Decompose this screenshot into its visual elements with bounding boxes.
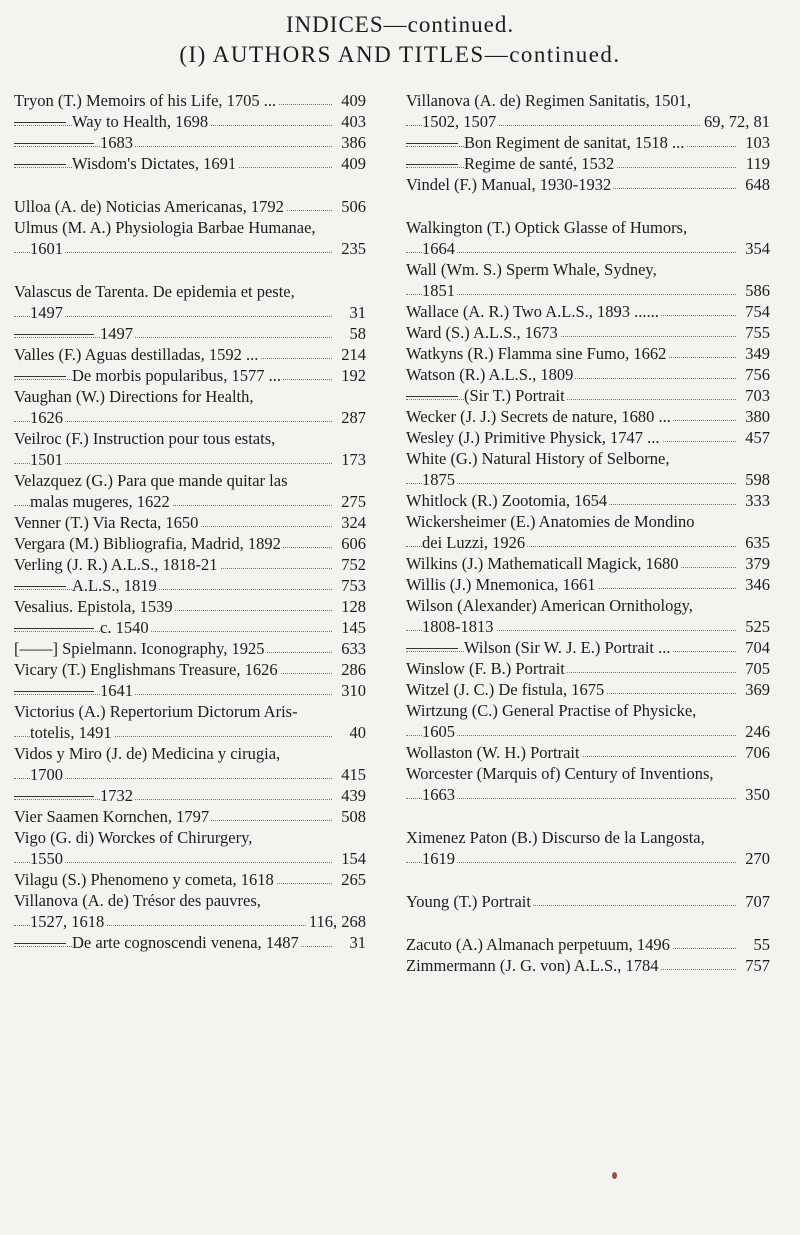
entry-gap	[406, 195, 770, 217]
entry-title: Whitlock (R.) Zootomia, 1654	[406, 491, 608, 510]
entry-number: 525	[742, 616, 770, 637]
entry-number: 756	[742, 364, 770, 385]
entry-title: 1663	[422, 785, 455, 804]
entry-title: Valascus de Tarenta. De epidemia et peste,	[14, 282, 295, 301]
entry-gap	[406, 912, 770, 934]
entry-title: De arte cognoscendi venena, 1487	[72, 933, 299, 952]
index-entry	[14, 659, 366, 680]
index-column-right	[406, 90, 770, 976]
index-entry	[406, 511, 770, 532]
index-entry	[406, 385, 770, 406]
index-entry	[14, 743, 366, 764]
index-column-left	[14, 90, 366, 953]
entry-number: 598	[742, 469, 770, 490]
entry-gap	[14, 174, 366, 196]
entry-title: Wollaston (W. H.) Portrait	[406, 743, 580, 762]
index-entry	[14, 722, 366, 743]
entry-title: Ulloa (A. de) Noticias Americanas, 1792	[14, 197, 284, 216]
index-entry	[14, 365, 366, 386]
entry-title: De morbis popularibus, 1577 ...	[72, 366, 281, 385]
entry-title: Velazquez (G.) Para que mande quitar las	[14, 471, 288, 490]
entry-title: totelis, 1491	[30, 723, 112, 742]
entry-title: Zacuto (A.) Almanach perpetuum, 1496	[406, 935, 670, 954]
entry-number: 705	[742, 658, 770, 679]
entry-title: Vier Saamen Kornchen, 1797	[14, 807, 210, 826]
entry-number: 706	[742, 742, 770, 763]
index-entry	[406, 490, 770, 511]
entry-title: Worcester (Marquis of) Century of Inventions,	[406, 764, 714, 783]
entry-title: 1683	[100, 133, 133, 152]
entry-title: Way to Health, 1698	[72, 112, 209, 131]
index-entry	[406, 343, 770, 364]
entry-number: 286	[338, 659, 366, 680]
entry-title: Vicary (T.) Englishmans Treasure, 1626	[14, 660, 278, 679]
entry-gap	[406, 805, 770, 827]
entry-title: 1626	[30, 408, 63, 427]
entry-title: 1550	[30, 849, 63, 868]
entry-number: 753	[338, 575, 366, 596]
entry-title: c. 1540	[100, 618, 149, 637]
entry-number: 40	[347, 722, 367, 743]
index-entry	[406, 700, 770, 721]
entry-title: Ward (S.) A.L.S., 1673	[406, 323, 558, 342]
index-entry	[406, 301, 770, 322]
entry-number: 354	[742, 238, 770, 259]
entry-number: 386	[338, 132, 366, 153]
index-entry	[14, 217, 366, 238]
index-entry	[14, 785, 366, 806]
entry-title: Wisdom's Dictates, 1691	[72, 154, 237, 173]
entry-title: Wilson (Alexander) American Ornithology,	[406, 596, 693, 615]
entry-title: Vilagu (S.) Phenomeno y cometa, 1618	[14, 870, 274, 889]
entry-title: Tryon (T.) Memoirs of his Life, 1705 ...	[14, 91, 277, 110]
entry-title: Ulmus (M. A.) Physiologia Barbae Humanae,	[14, 218, 316, 237]
index-entry	[14, 638, 366, 659]
entry-title: Wall (Wm. S.) Sperm Whale, Sydney,	[406, 260, 657, 279]
entry-number: 103	[742, 132, 770, 153]
entry-title: Regime de santé, 1532	[464, 154, 615, 173]
entry-number: 324	[338, 512, 366, 533]
entry-number: 58	[347, 323, 367, 344]
entry-title: 1875	[422, 470, 455, 489]
entry-number: 145	[338, 617, 366, 638]
entry-title: 1851	[422, 281, 455, 300]
index-entry	[406, 280, 770, 301]
entry-number: 246	[742, 721, 770, 742]
index-entry	[406, 427, 770, 448]
index-entry	[14, 575, 366, 596]
entry-title: 1601	[30, 239, 63, 258]
entry-title: Wesley (J.) Primitive Physick, 1747 ...	[406, 428, 660, 447]
index-entry	[406, 111, 770, 132]
entry-number: 703	[742, 385, 770, 406]
entry-number: 346	[742, 574, 770, 595]
entry-title: Victorius (A.) Repertorium Dictorum Aris-	[14, 702, 298, 721]
entry-title: Wilson (Sir W. J. E.) Portrait ...	[464, 638, 671, 657]
index-entry	[406, 784, 770, 805]
entry-number: 275	[338, 491, 366, 512]
entry-title: Zimmermann (J. G. von) A.L.S., 1784	[406, 956, 659, 975]
running-header: INDICES—continued.	[285, 12, 515, 37]
index-entry	[14, 764, 366, 785]
section-header: (I) AUTHORS AND TITLES—continued.	[179, 42, 621, 67]
entry-number: 457	[742, 427, 770, 448]
index-entry	[406, 616, 770, 637]
index-entry	[406, 90, 770, 111]
index-entry	[406, 637, 770, 658]
entry-title: Ximenez Paton (B.) Discurso de la Langosta,	[406, 828, 705, 847]
entry-number: 69, 72, 81	[701, 111, 770, 132]
index-entry	[14, 932, 366, 953]
entry-number: 310	[338, 680, 366, 701]
entry-title: Winslow (F. B.) Portrait	[406, 659, 565, 678]
index-entry	[14, 617, 366, 638]
index-entry	[14, 302, 366, 323]
index-entry	[406, 721, 770, 742]
entry-number: 415	[338, 764, 366, 785]
ink-blot	[612, 1172, 617, 1179]
entry-title: malas mugeres, 1622	[30, 492, 170, 511]
entry-gap	[14, 259, 366, 281]
index-entry	[14, 848, 366, 869]
entry-number: 154	[338, 848, 366, 869]
entry-title: Wecker (J. J.) Secrets de nature, 1680 ...	[406, 407, 671, 426]
index-entry	[406, 658, 770, 679]
index-entry	[14, 323, 366, 344]
index-entry	[406, 469, 770, 490]
index-entry	[14, 470, 366, 491]
entry-title: (Sir T.) Portrait	[464, 386, 565, 405]
index-entry	[14, 911, 366, 932]
entry-number: 409	[338, 90, 366, 111]
entry-title: 1497	[100, 324, 133, 343]
entry-number: 214	[338, 344, 366, 365]
entry-title: Vergara (M.) Bibliografia, Madrid, 1892	[14, 534, 281, 553]
entry-gap	[406, 869, 770, 891]
entry-title: A.L.S., 1819	[72, 576, 157, 595]
entry-title: 1641	[100, 681, 133, 700]
entry-number: 333	[742, 490, 770, 511]
entry-title: [——] Spielmann. Iconography, 1925	[14, 639, 265, 658]
entry-title: Wallace (A. R.) Two A.L.S., 1893 ......	[406, 302, 659, 321]
entry-number: 31	[347, 302, 367, 323]
index-entry	[14, 554, 366, 575]
index-entry	[406, 763, 770, 784]
entry-title: Vigo (G. di) Worckes of Chirurgery,	[14, 828, 253, 847]
entry-number: 379	[742, 553, 770, 574]
index-entry	[406, 934, 770, 955]
index-entry	[14, 512, 366, 533]
index-entry	[406, 406, 770, 427]
index-entry	[406, 553, 770, 574]
entry-title: Young (T.) Portrait	[406, 892, 531, 911]
index-entry	[406, 217, 770, 238]
entry-number: 409	[338, 153, 366, 174]
index-entry	[14, 132, 366, 153]
index-entry	[14, 890, 366, 911]
entry-number: 270	[742, 848, 770, 869]
entry-number: 349	[742, 343, 770, 364]
index-entry	[406, 679, 770, 700]
entry-number: 128	[338, 596, 366, 617]
index-entry	[14, 111, 366, 132]
index-entry	[406, 364, 770, 385]
entry-title: Venner (T.) Via Recta, 1650	[14, 513, 199, 532]
index-entry	[406, 259, 770, 280]
entry-title: 1808-1813	[422, 617, 494, 636]
entry-title: Willis (J.) Mnemonica, 1661	[406, 575, 596, 594]
entry-number: 508	[338, 806, 366, 827]
entry-number: 633	[338, 638, 366, 659]
entry-number: 119	[743, 153, 770, 174]
entry-title: 1732	[100, 786, 133, 805]
entry-title: Villanova (A. de) Regimen Sanitatis, 1501,	[406, 91, 691, 110]
entry-number: 116, 268	[306, 911, 366, 932]
entry-title: dei Luzzi, 1926	[422, 533, 526, 552]
entry-number: 265	[338, 869, 366, 890]
index-entry	[14, 238, 366, 259]
entry-title: Witzel (J. C.) De fistula, 1675	[406, 680, 605, 699]
entry-title: 1619	[422, 849, 455, 868]
entry-title: Vindel (F.) Manual, 1930-1932	[406, 175, 612, 194]
entry-title: Wirtzung (C.) General Practise of Physicke,	[406, 701, 697, 720]
index-entry	[14, 153, 366, 174]
index-entry	[14, 533, 366, 554]
index-entry	[406, 448, 770, 469]
entry-number: 506	[338, 196, 366, 217]
entry-title: Watkyns (R.) Flamma sine Fumo, 1662	[406, 344, 667, 363]
entry-title: Bon Regiment de sanitat, 1518 ...	[464, 133, 685, 152]
index-entry	[406, 595, 770, 616]
entry-title: 1501	[30, 450, 63, 469]
index-entry	[14, 806, 366, 827]
entry-title: Valles (F.) Aguas destilladas, 1592 ...	[14, 345, 259, 364]
index-entry	[14, 869, 366, 890]
index-entry	[14, 596, 366, 617]
entry-title: Wickersheimer (E.) Anatomies de Mondino	[406, 512, 695, 531]
index-entry	[14, 281, 366, 302]
entry-number: 439	[338, 785, 366, 806]
index-entry	[14, 449, 366, 470]
entry-title: Vidos y Miro (J. de) Medicina y cirugia,	[14, 744, 281, 763]
entry-number: 757	[742, 955, 770, 976]
index-entry	[406, 891, 770, 912]
entry-title: White (G.) Natural History of Selborne,	[406, 449, 670, 468]
entry-title: 1605	[422, 722, 455, 741]
index-entry	[406, 574, 770, 595]
entry-number: 173	[338, 449, 366, 470]
index-entry	[406, 322, 770, 343]
entry-title: Wilkins (J.) Mathematicall Magick, 1680	[406, 554, 679, 573]
entry-number: 31	[347, 932, 367, 953]
entry-title: Watson (R.) A.L.S., 1809	[406, 365, 574, 384]
index-entry	[14, 680, 366, 701]
entry-number: 192	[338, 365, 366, 386]
entry-number: 287	[338, 407, 366, 428]
index-entry	[406, 132, 770, 153]
index-entry	[406, 848, 770, 869]
entry-number: 403	[338, 111, 366, 132]
index-entry	[14, 344, 366, 365]
entry-title: Verling (J. R.) A.L.S., 1818-21	[14, 555, 218, 574]
entry-number: 754	[742, 301, 770, 322]
index-entry	[14, 827, 366, 848]
entry-number: 235	[338, 238, 366, 259]
entry-number: 755	[742, 322, 770, 343]
entry-title: Veilroc (F.) Instruction pour tous estats,	[14, 429, 276, 448]
entry-number: 707	[742, 891, 770, 912]
index-entry	[14, 196, 366, 217]
index-entry	[406, 153, 770, 174]
entry-title: 1502, 1507	[422, 112, 497, 131]
entry-title: 1527, 1618	[30, 912, 105, 931]
entry-title: Vaughan (W.) Directions for Health,	[14, 387, 254, 406]
index-entry	[14, 491, 366, 512]
index-entry	[14, 701, 366, 722]
index-entry	[406, 827, 770, 848]
index-entry	[406, 955, 770, 976]
index-entry	[14, 428, 366, 449]
entry-number: 350	[742, 784, 770, 805]
entry-number: 606	[338, 533, 366, 554]
index-entry	[406, 238, 770, 259]
entry-number: 752	[338, 554, 366, 575]
entry-number: 635	[742, 532, 770, 553]
entry-number: 704	[742, 637, 770, 658]
entry-title: 1700	[30, 765, 63, 784]
entry-number: 648	[742, 174, 770, 195]
index-entry	[14, 386, 366, 407]
index-entry	[406, 174, 770, 195]
entry-title: Walkington (T.) Optick Glasse of Humors,	[406, 218, 688, 237]
entry-number: 380	[742, 406, 770, 427]
entry-title: Vesalius. Epistola, 1539	[14, 597, 173, 616]
entry-number: 586	[742, 280, 770, 301]
index-entry	[14, 90, 366, 111]
entry-title: 1497	[30, 303, 63, 322]
entry-title: 1664	[422, 239, 455, 258]
index-entry	[14, 407, 366, 428]
entry-number: 55	[751, 934, 771, 955]
index-entry	[406, 532, 770, 553]
entry-title: Villanova (A. de) Trésor des pauvres,	[14, 891, 261, 910]
index-entry	[406, 742, 770, 763]
entry-number: 369	[742, 679, 770, 700]
